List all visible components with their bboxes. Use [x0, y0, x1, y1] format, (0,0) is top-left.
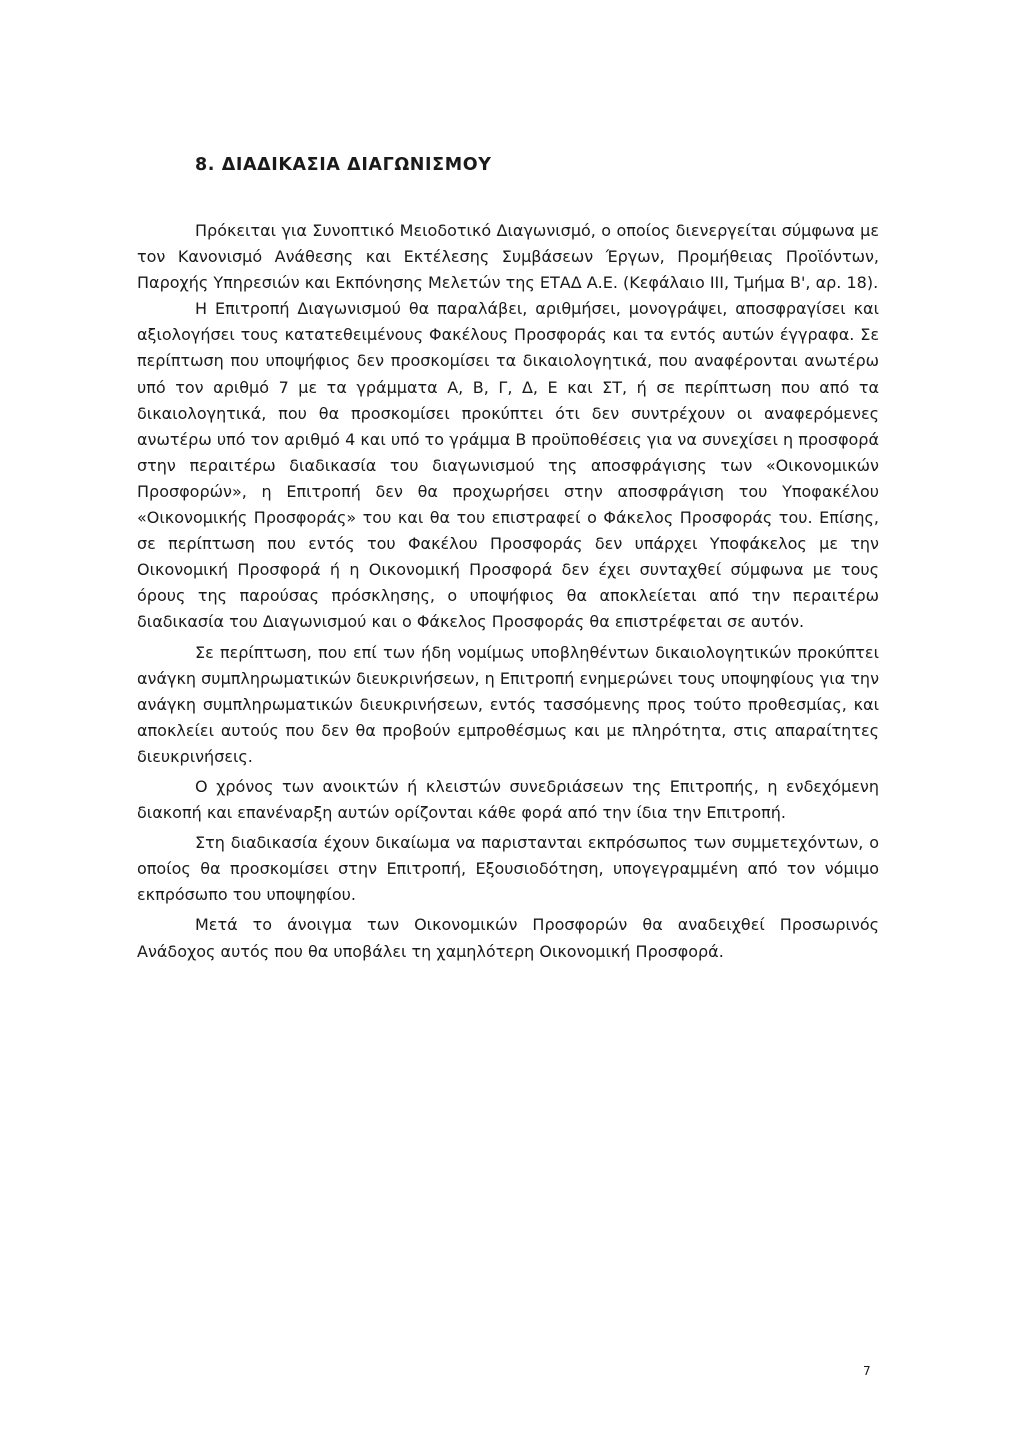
document-body — [137, 218, 879, 965]
paragraph-committee-evaluation: Η Επιτροπή Διαγωνισμού θα παραλάβει, αριθμήσει, μονογράψει, αποσφραγίσει και αξιολογήσει τους κατατεθειμένους Φακέλους Προσφοράς και τα εντός αυτών έγγραφα. Σε περίπτωση που υποψήφιος δεν προσκομίσει τα δικαιολογητικά, που αναφέρονται ανωτέρω υπό τον αριθμό 7 με τα γράμματα Α, Β, Γ, Δ, Ε και ΣΤ, ή σε περίπτωση που από τα δικαιολογητικά, που θα προσκομίσει προκύπτει ότι δεν συντρέχουν οι αναφερόμενες ανωτέρω υπό τον αριθμό 4 και υπό το γράμμα Β προϋποθέσεις για να συνεχίσει η προσφορά στην περαιτέρω διαδικασία του διαγωνισμού της αποσφράγισης των «Οικονομικών Προσφορών», η Επιτροπή δεν θα προχωρήσει στην αποσφράγιση του Υποφακέλου «Οικονομικής Προσφοράς» του και θα του επιστραφεί ο Φάκελος Προσφοράς του. Επίσης, σε περίπτωση που εντός του Φακέλου Προσφοράς δεν υπάρχει Υποφάκελος με την Οικονομική Προσφορά ή η Οικονομική Προσφορά δεν έχει συνταχθεί σύμφωνα με τους όρους της παρούσας πρόσκλησης, ο υποψήφιος θα αποκλείεται από την περαιτέρω διαδικασία του Διαγωνισμού και ο Φάκελος Προσφοράς θα επιστρέφεται σε αυτόν. — [137, 299, 879, 632]
paragraph-clarifications: Σε περίπτωση, που επί των ήδη νομίμως υποβληθέντων δικαιολογητικών προκύπτει ανάγκη συμπληρωματικών διευκρινήσεων, η Επιτροπή ενημερώνει τους υποψηφίους για την ανάγκη συμπληρωματικών διευκρινήσεων, εντός τασσόμενης προς τούτο προθεσμίας, και αποκλείει αυτούς που δεν θα προβούν εμπροθέσμως και με πληρότητα, στις απαραίτητες διευκρινήσεις. — [137, 642, 879, 766]
page-number: 7 — [863, 1364, 871, 1378]
paragraph-procedure-type: Πρόκειται για Συνοπτικό Μειοδοτικό Διαγωνισμό, ο οποίος διενεργείται σύμφωνα με τον Κανονισμό Ανάθεσης και Εκτέλεσης Συμβάσεων Έργων, Προμήθειας Προϊόντων, Παροχής Υπηρεσιών και Εκπόνησης Μελετών της ΕΤΑΔ Α.Ε. (Κεφάλαιο ΙΙΙ, Τμήμα Β', αρ. 18). — [137, 221, 879, 293]
page-title: 8. ΔΙΑΔΙΚΑΣΙΑ ΔΙΑΓΩΝΙΣΜΟΥ — [195, 155, 492, 175]
paragraph-sessions: Ο χρόνος των ανοικτών ή κλειστών συνεδριάσεων της Επιτροπής, η ενδεχόμενη διακοπή και επανέναρξη αυτών ορίζονται κάθε φορά από την ίδια την Επιτροπή. — [137, 776, 879, 823]
paragraph-representatives: Στη διαδικασία έχουν δικαίωμα να παριστανται εκπρόσωπος των συμμετεχόντων, ο οποίος θα προσκομίσει στην Επιτροπή, Εξουσιοδότηση, υπογεγραμμένη από τον νόμιμο εκπρόσωπο του υποψηφίου. — [137, 833, 879, 905]
paragraph-provisional-contractor: Μετά το άνοιγμα των Οικονομικών Προσφορών θα αναδειχθεί Προσωρινός Ανάδοχος αυτός που θα υποβάλει τη χαμηλότερη Οικονομική Προσφορά. — [137, 915, 879, 961]
